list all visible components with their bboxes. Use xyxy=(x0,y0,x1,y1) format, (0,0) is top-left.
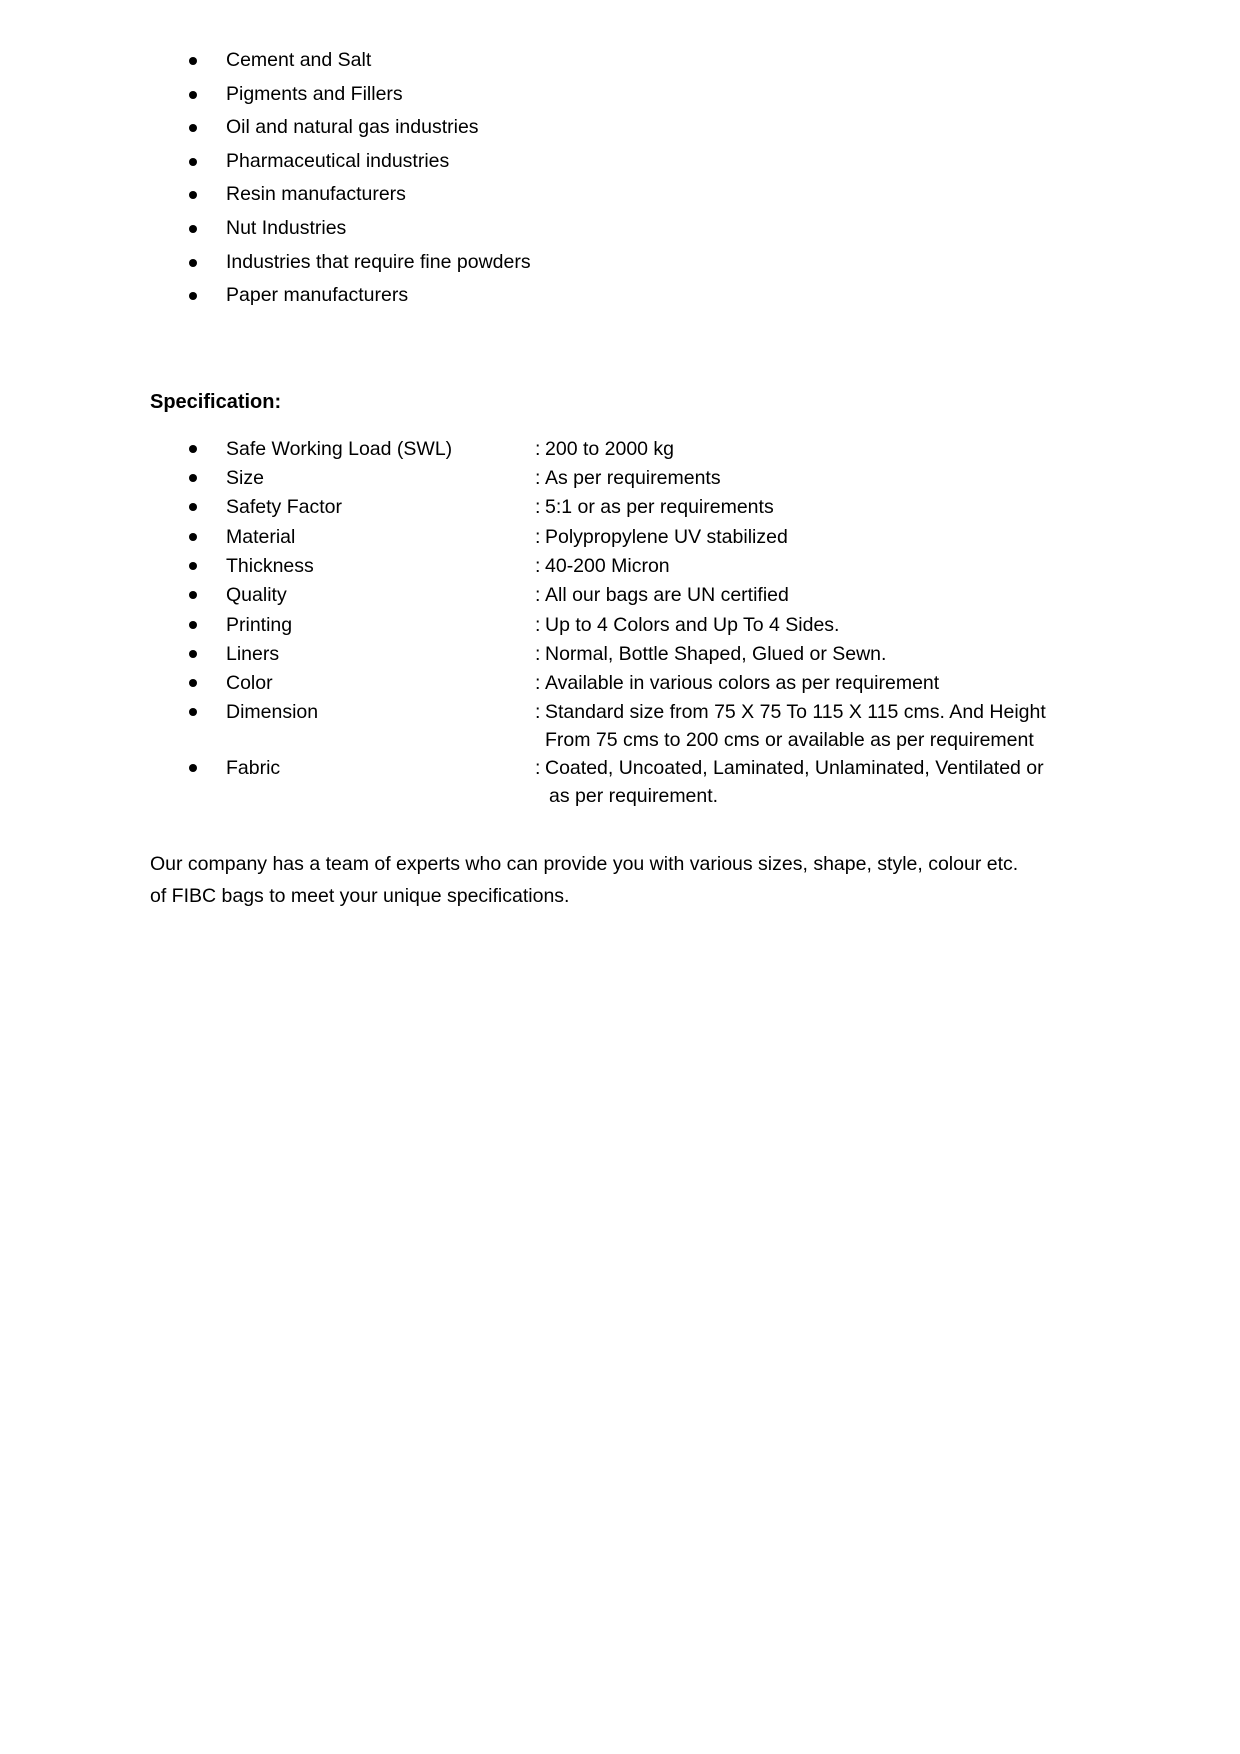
industries-list xyxy=(150,44,1090,313)
spec-value xyxy=(531,464,1090,493)
bullet-icon xyxy=(189,533,197,541)
spec-label: Quality xyxy=(226,584,287,607)
spec-value xyxy=(531,611,1090,640)
spec-label: Color xyxy=(226,672,273,695)
bullet-icon xyxy=(189,292,197,300)
industry-label: Paper manufacturers xyxy=(226,284,409,307)
bullet-icon xyxy=(189,621,197,629)
spec-value-text: 200 to 2000 kg xyxy=(545,437,675,460)
list-item xyxy=(150,246,1090,280)
spec-colon: : xyxy=(535,642,541,665)
spec-label: Material xyxy=(226,525,296,548)
spec-value-text: All our bags are UN certified xyxy=(545,584,789,607)
spec-row xyxy=(150,435,1090,464)
bullet-icon xyxy=(189,445,197,453)
industry-label: Cement and Salt xyxy=(226,49,372,71)
closing-line: Our company has a team of experts who can provide you with various sizes, shape, style, colour etc. xyxy=(150,853,1019,876)
spec-value xyxy=(531,669,1090,698)
spec-colon: : xyxy=(535,757,541,780)
spec-value-continuation: as per requirement. xyxy=(549,785,719,808)
spec-value xyxy=(531,552,1090,581)
bullet-icon xyxy=(189,474,197,482)
bullet-icon xyxy=(189,191,197,199)
list-item xyxy=(150,178,1090,212)
spec-colon: : xyxy=(535,437,541,460)
spec-label: Safe Working Load (SWL) xyxy=(226,437,453,460)
spec-value-text: 40-200 Micron xyxy=(545,554,670,577)
industry-label: Nut Industries xyxy=(226,216,347,239)
spec-colon: : xyxy=(535,525,541,548)
bullet-icon xyxy=(189,158,197,166)
bullet-icon xyxy=(189,57,197,65)
spec-label: Dimension xyxy=(226,701,319,724)
industry-label: Oil and natural gas industries xyxy=(226,116,479,139)
spec-value xyxy=(531,581,1090,610)
spec-row xyxy=(150,523,1090,552)
spec-colon: : xyxy=(535,496,541,519)
spec-value xyxy=(531,640,1090,669)
spec-colon: : xyxy=(535,701,541,724)
spec-value xyxy=(531,523,1090,552)
spec-value xyxy=(531,754,1090,810)
list-item xyxy=(150,44,1090,78)
spec-value xyxy=(531,698,1090,754)
industry-label: Pharmaceutical industries xyxy=(226,149,450,172)
spec-value-text: As per requirements xyxy=(545,467,721,490)
spec-value-text: Normal, Bottle Shaped, Glued or Sewn. xyxy=(545,642,887,665)
industry-label: Industries that require fine powders xyxy=(226,250,531,273)
spec-value-text: Standard size from 75 X 75 To 115 X 115 cms. And Height xyxy=(545,701,1046,724)
list-item xyxy=(150,111,1090,145)
spec-colon: : xyxy=(535,613,541,636)
bullet-icon xyxy=(189,124,197,132)
specification-heading: Specification: xyxy=(150,390,282,413)
spec-row xyxy=(150,611,1090,640)
bullet-icon xyxy=(189,91,197,99)
spec-label: Thickness xyxy=(226,554,314,577)
spec-colon: : xyxy=(535,554,541,577)
industry-label: Resin manufacturers xyxy=(226,183,406,206)
spec-value-text: Up to 4 Colors and Up To 4 Sides. xyxy=(545,613,840,636)
spec-value xyxy=(531,493,1090,522)
bullet-icon xyxy=(189,650,197,658)
spec-row xyxy=(150,698,1090,754)
closing-paragraph xyxy=(150,848,1090,912)
closing-line: of FIBC bags to meet your unique specifications. xyxy=(150,885,570,908)
spec-value-text: 5:1 or as per requirements xyxy=(545,496,774,519)
spec-label: Size xyxy=(226,467,264,490)
list-item xyxy=(150,145,1090,179)
spec-colon: : xyxy=(535,467,541,490)
list-item xyxy=(150,78,1090,112)
bullet-icon xyxy=(189,562,197,570)
industry-label: Pigments and Fillers xyxy=(226,82,403,105)
page-content xyxy=(150,44,1090,912)
spec-row xyxy=(150,669,1090,698)
spec-row xyxy=(150,581,1090,610)
spec-colon: : xyxy=(535,584,541,607)
spec-colon: : xyxy=(535,672,541,695)
spec-label: Liners xyxy=(226,642,280,665)
spec-value-continuation: From 75 cms to 200 cms or available as per requirement xyxy=(545,729,1034,752)
spec-value-text: Coated, Uncoated, Laminated, Unlaminated, Ventilated or xyxy=(545,757,1044,780)
spec-value-text: Polypropylene UV stabilized xyxy=(545,525,788,548)
bullet-icon xyxy=(189,225,197,233)
spec-row xyxy=(150,552,1090,581)
spec-value xyxy=(531,435,1090,464)
list-item xyxy=(150,279,1090,313)
bullet-icon xyxy=(189,259,197,267)
spec-label: Printing xyxy=(226,613,293,636)
spec-row xyxy=(150,493,1090,522)
spec-row xyxy=(150,464,1090,493)
spec-label: Safety Factor xyxy=(226,496,342,519)
spec-label: Fabric xyxy=(226,757,281,780)
list-item xyxy=(150,212,1090,246)
spec-row xyxy=(150,640,1090,669)
specification-list xyxy=(150,435,1090,811)
spec-row xyxy=(150,754,1090,810)
spec-value-text: Available in various colors as per requirement xyxy=(545,672,940,695)
